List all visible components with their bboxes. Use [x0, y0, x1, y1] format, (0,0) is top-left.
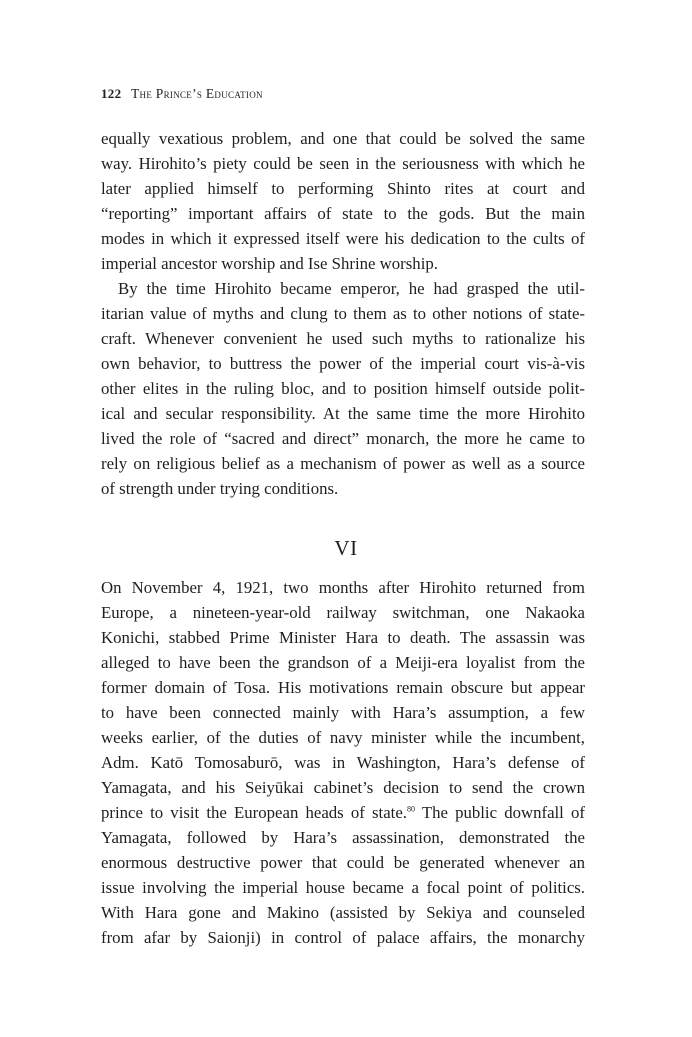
text-line: lived the role of “sacred and direct” monarch, the more he came to: [101, 429, 585, 448]
text-line: from afar by Saionji) in control of palace affairs, the monarchy: [101, 928, 585, 947]
running-title: The Prince’s Education: [130, 86, 263, 101]
text-line: itarian value of myths and clung to them as to other notions of state-: [101, 304, 585, 323]
text-line: craft. Whenever convenient he used such myths to rationalize his: [101, 329, 585, 348]
text-line: Yamagata, and his Seiyūkai cabinet’s decision to send the crown: [101, 778, 585, 797]
text-line: other elites in the ruling bloc, and to position himself outside polit-: [101, 379, 585, 398]
text-line: Konichi, stabbed Prime Minister Hara to death. The assassin was: [101, 628, 585, 647]
text-line: issue involving the imperial house became a focal point of politics.: [101, 878, 585, 897]
endnote-reference[interactable]: 80: [406, 804, 415, 814]
text-line-with-note: [101, 800, 585, 825]
text-line: imperial ancestor worship and Ise Shrine worship.: [101, 254, 438, 273]
text-line: modes in which it expressed itself were his dedication to the cults of: [101, 229, 585, 248]
text-block-upper: [101, 126, 585, 501]
text-line: equally vexatious problem, and one that could be solved the same: [101, 129, 585, 148]
text-line: “reporting” important affairs of state to the gods. But the main: [101, 204, 585, 223]
text-line: With Hara gone and Makino (assisted by Sekiya and counseled: [101, 903, 585, 922]
text-line: of strength under trying conditions.: [101, 479, 339, 498]
text-line: ical and secular responsibility. At the same time the more Hirohito: [101, 404, 585, 423]
text-line: Adm. Katō Tomosaburō, was in Washington, Hara’s defense of: [101, 753, 585, 772]
text-line: way. Hirohito’s piety could be seen in the seriousness with which he: [101, 154, 585, 173]
text-line: By the time Hirohito became emperor, he had grasped the util-: [118, 279, 585, 298]
section-heading: VI: [334, 536, 358, 560]
text-block-lower: [101, 575, 585, 950]
running-head: [101, 86, 263, 102]
text-line: alleged to have been the grandson of a Meiji-era loyalist from the: [101, 653, 585, 672]
text-line: On November 4, 1921, two months after Hirohito returned from: [101, 578, 585, 597]
text-line: later applied himself to performing Shinto rites at court and: [101, 179, 585, 198]
text-line: rely on religious belief as a mechanism of power as well as a source: [101, 454, 585, 473]
text-line: weeks earlier, of the duties of navy minister while the incumbent,: [101, 728, 585, 747]
text-line-part: The public downfall of: [414, 803, 585, 822]
text-line: former domain of Tosa. His motivations remain obscure but appear: [101, 678, 585, 697]
text-line: Europe, a nineteen-year-old railway switchman, one Nakaoka: [101, 603, 585, 622]
page-number: 122: [101, 86, 122, 101]
text-line: own behavior, to buttress the power of the imperial court vis-à-vis: [101, 354, 585, 373]
text-line: enormous destructive power that could be generated whenever an: [101, 853, 585, 872]
text-line-part: prince to visit the European heads of state.: [101, 803, 407, 822]
text-line: Yamagata, followed by Hara’s assassination, demonstrated the: [101, 828, 585, 847]
text-line: to have been connected mainly with Hara’s assumption, a few: [101, 703, 585, 722]
